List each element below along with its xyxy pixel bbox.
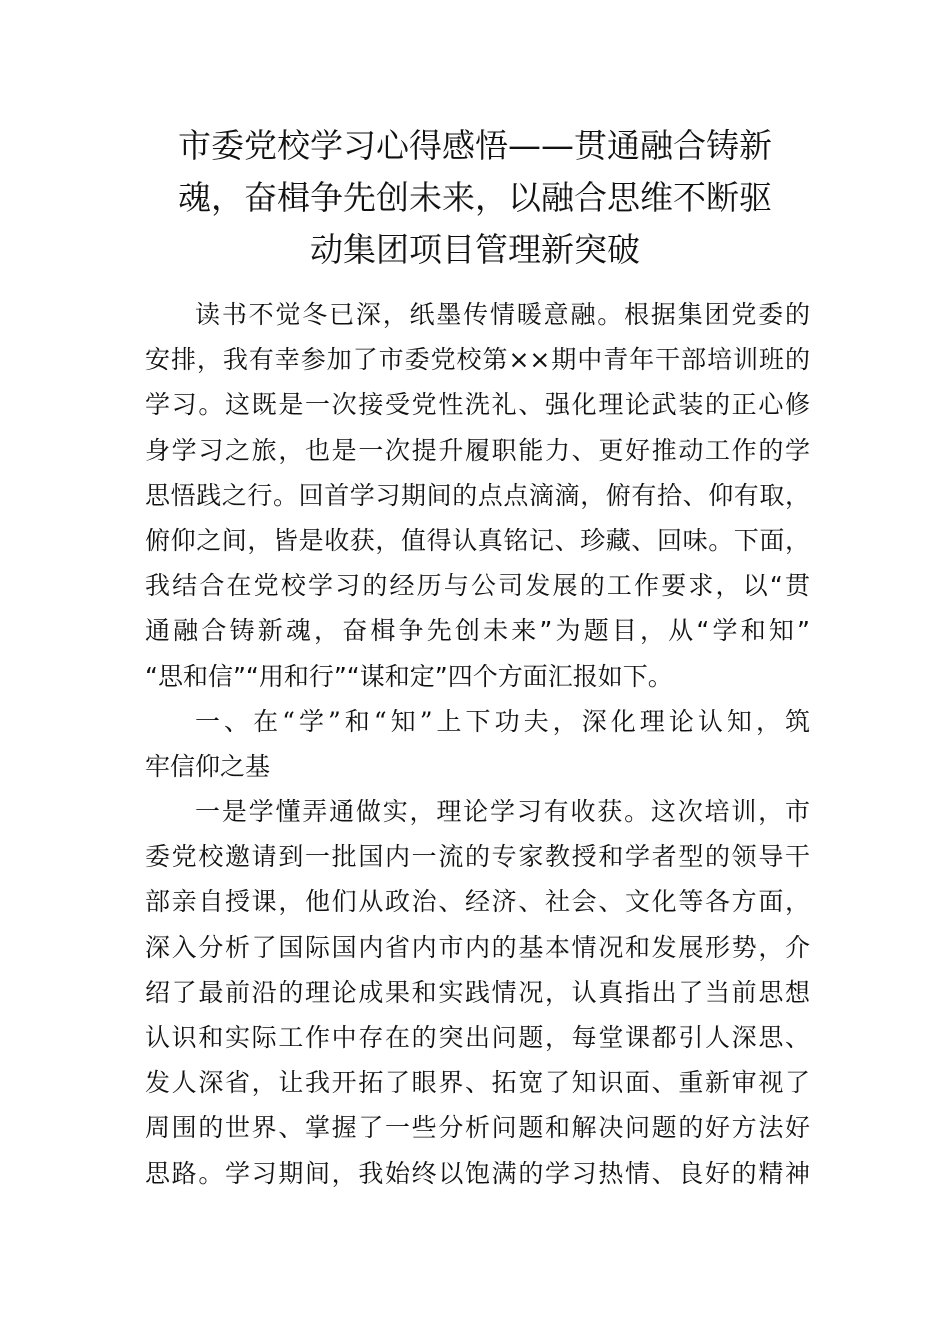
paragraph-intro [145,292,810,699]
paragraph-point-1 [145,789,810,1196]
paragraph-line: 读书不觉冬已深，纸墨传情暖意融。根据集团党委的 [195,300,810,329]
paragraph-line: 我结合在党校学习的经历与公司发展的工作要求，以“贯 [145,571,810,601]
paragraph-line: 委党校邀请到一批国内一流的专家教授和学者型的领导干 [145,842,810,872]
paragraph-line: 深入分析了国际国内省内市内的基本情况和发展形势，介 [145,932,810,962]
paragraph-line: 周围的世界、掌握了一些分析问题和解决问题的好方法好 [145,1113,810,1143]
title-line-2: 魂，奋楫争先创未来，以融合思维不断驱 [178,178,772,217]
paragraph-line: 俯仰之间，皆是收获，值得认真铭记、珍藏、回味。下面， [145,525,810,555]
paragraph-line: 发人深省，让我开拓了眼界、拓宽了知识面、重新审视了 [145,1068,810,1098]
paragraph-line: 思路。学习期间，我始终以饱满的学习热情、良好的精神 [145,1158,810,1188]
document-body [145,292,810,1196]
paragraph-line: 安排，我有幸参加了市委党校第××期中青年干部培训班的 [145,345,810,375]
title-line-3: 动集团项目管理新突破 [310,230,640,269]
paragraph-line: 通融合铸新魂，奋楫争先创未来”为题目，从“学和知” [145,616,810,646]
section-heading-1 [145,699,810,789]
heading-line: 一、在“学”和“知”上下功夫，深化理论认知，筑 [195,706,810,736]
title-line-1: 市委党校学习心得感悟——贯通融合铸新 [178,126,772,165]
paragraph-line: 认识和实际工作中存在的突出问题，每堂课都引人深思、 [145,1023,810,1052]
paragraph-line: 一是学懂弄通做实，理论学习有收获。这次培训，市 [195,797,810,827]
paragraph-line: 思悟践之行。回首学习期间的点点滴滴，俯有拾、仰有取， [145,480,810,510]
document-title [140,120,810,276]
paragraph-line: “思和信”“用和行”“谋和定”四个方面汇报如下。 [145,661,673,691]
paragraph-line: 绍了最前沿的理论成果和实践情况，认真指出了当前思想 [145,977,810,1007]
paragraph-line: 部亲自授课，他们从政治、经济、社会、文化等各方面， [145,887,810,917]
paragraph-line: 学习。这既是一次接受党性洗礼、强化理论武装的正心修 [145,390,810,420]
paragraph-line: 身学习之旅，也是一次提升履职能力、更好推动工作的学 [145,435,810,465]
heading-line: 牢信仰之基 [145,751,271,781]
